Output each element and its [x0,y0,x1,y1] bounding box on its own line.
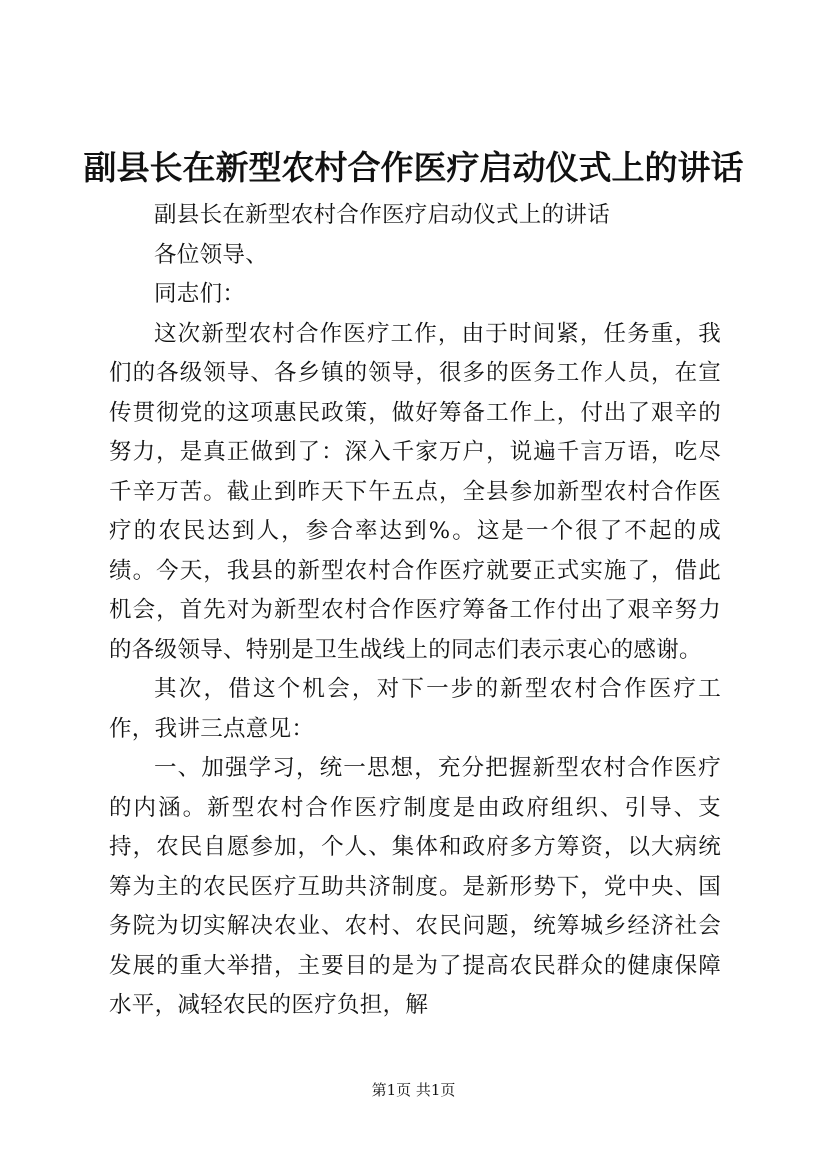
paragraph-salutation-leaders: 各位领导、 [154,241,269,268]
paragraph-thanks: 这次新型农村合作医疗工作，由于时间紧，任务重，我们的各级领导、各乡镇的领导，很多的医务工作人员，在宣传贯彻党的这项惠民政策，做好筹备工作上，付出了艰辛的努力，是真正做到了：深入千家万户，说遍千言万语，吃尽千辛万苦。截止到昨天下午五点，全县参加新型农村合作医疗的农民达到人，参合率达到%。这是一个很了不起的成绩。今天，我县的新型农村合作医疗就要正式实施了，借此机会，首先对为新型农村合作医疗筹备工作付出了艰辛努力的各级领导、特别是卫生战线上的同志们表示衷心的感谢。 [109,320,721,663]
document-title: 副县长在新型农村合作医疗启动仪式上的讲话 [83,148,744,187]
document-body [109,196,721,1026]
paragraph-subtitle: 副县长在新型农村合作医疗启动仪式上的讲话 [154,202,611,228]
page-footer: 第1页 共1页 [371,1081,456,1099]
paragraph-opinions-intro: 其次，借这个机会，对下一步的新型农村合作医疗工作，我讲三点意见： [109,676,721,742]
paragraph-salutation-comrades: 同志们： [154,281,246,307]
paragraph-point-one: 一、加强学习，统一思想，充分把握新型农村合作医疗的内涵。新型农村合作医疗制度是由政府组织、引导、支持，农民自愿参加，个人、集体和政府多方筹资，以大病统筹为主的农民医疗互助共济制度。是新形势下，党中央、国务院为切实解决农业、农村、农民问题，统筹城乡经济社会发展的重大举措，主要目的是为了提高农民群众的健康保障水平，减轻农民的医疗负担，解 [109,755,721,1018]
